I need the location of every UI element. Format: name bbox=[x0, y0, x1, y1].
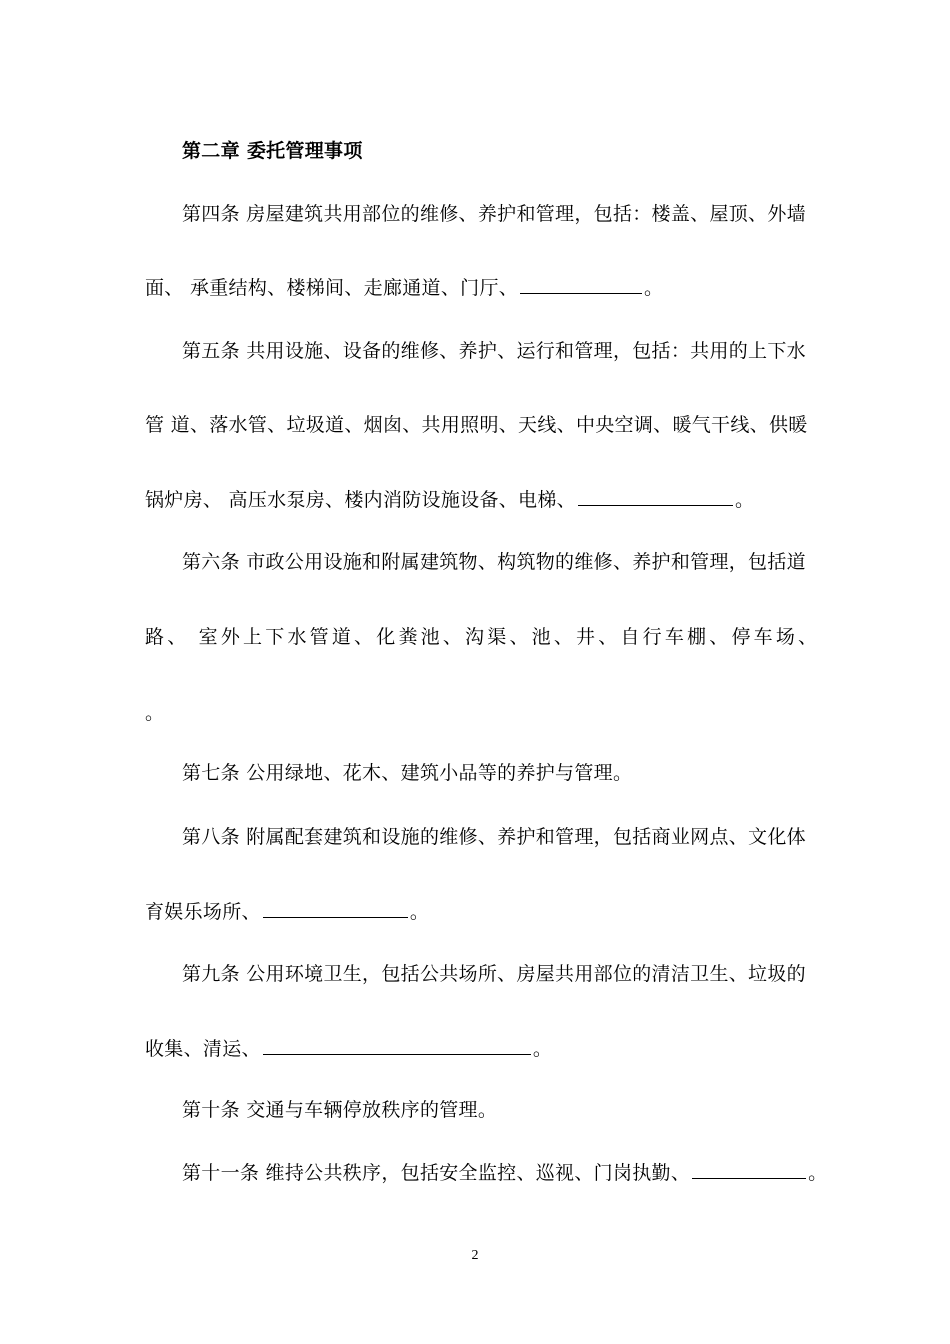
page-number: 2 bbox=[471, 1248, 479, 1263]
article-10-line-1: 第十条 交通与车辆停放秩序的管理。 bbox=[182, 1099, 498, 1121]
article-9-line-2 bbox=[145, 1036, 552, 1062]
article-9-line-1: 第九条 公用环境卫生，包括公共场所、房屋共用部位的清洁卫生、垃圾的 bbox=[182, 963, 806, 985]
article-6-line-2: 路、 室外上下水管道、化粪池、沟渠、池、井、自行车棚、停车场、 bbox=[145, 626, 821, 648]
article-9-end: 。 bbox=[532, 1038, 553, 1060]
article-5-line-3 bbox=[145, 487, 754, 513]
article-4-line-2-text: 面、 承重结构、楼梯间、走廊通道、门厅、 bbox=[145, 277, 519, 299]
fill-in-blank[interactable] bbox=[263, 899, 408, 918]
article-9-line-2-text: 收集、清运、 bbox=[145, 1038, 261, 1060]
article-8-line-2 bbox=[145, 899, 429, 925]
article-11-end: 。 bbox=[808, 1162, 828, 1184]
article-6-line-1: 第六条 市政公用设施和附属建筑物、构筑物的维修、养护和管理，包括道 bbox=[182, 551, 806, 573]
article-8-line-1: 第八条 附属配套建筑和设施的维修、养护和管理，包括商业网点、文化体 bbox=[182, 826, 806, 848]
chapter-title: 第二章 委托管理事项 bbox=[182, 140, 363, 162]
article-7-line-1: 第七条 公用绿地、花木、建筑小品等的养护与管理。 bbox=[182, 762, 633, 784]
fill-in-blank[interactable] bbox=[263, 1036, 531, 1055]
article-5-line-2: 管 道、落水管、垃圾道、烟囱、共用照明、天线、中央空调、暖气干线、供暖 bbox=[145, 414, 808, 436]
fill-in-blank[interactable] bbox=[520, 275, 642, 294]
article-4-line-2 bbox=[145, 275, 663, 301]
fill-in-blank[interactable] bbox=[692, 1160, 806, 1179]
fill-in-blank[interactable] bbox=[578, 487, 733, 506]
article-11-line-1 bbox=[182, 1160, 827, 1186]
article-8-line-2-text: 育娱乐场所、 bbox=[145, 901, 261, 923]
article-4-end: 。 bbox=[644, 277, 664, 299]
article-6-line-3: 。 bbox=[145, 702, 165, 724]
article-11-line-1-text: 第十一条 维持公共秩序，包括安全监控、巡视、门岗执勤、 bbox=[182, 1162, 691, 1184]
article-8-end: 。 bbox=[409, 901, 430, 923]
article-5-end: 。 bbox=[734, 489, 755, 511]
article-5-line-1: 第五条 共用设施、设备的维修、养护、运行和管理，包括：共用的上下水 bbox=[182, 340, 806, 362]
article-4-line-1: 第四条 房屋建筑共用部位的维修、养护和管理，包括：楼盖、屋顶、外墙 bbox=[182, 203, 806, 225]
article-5-line-3-text: 锅炉房、 高压水泵房、楼内消防设施设备、电梯、 bbox=[145, 489, 576, 511]
